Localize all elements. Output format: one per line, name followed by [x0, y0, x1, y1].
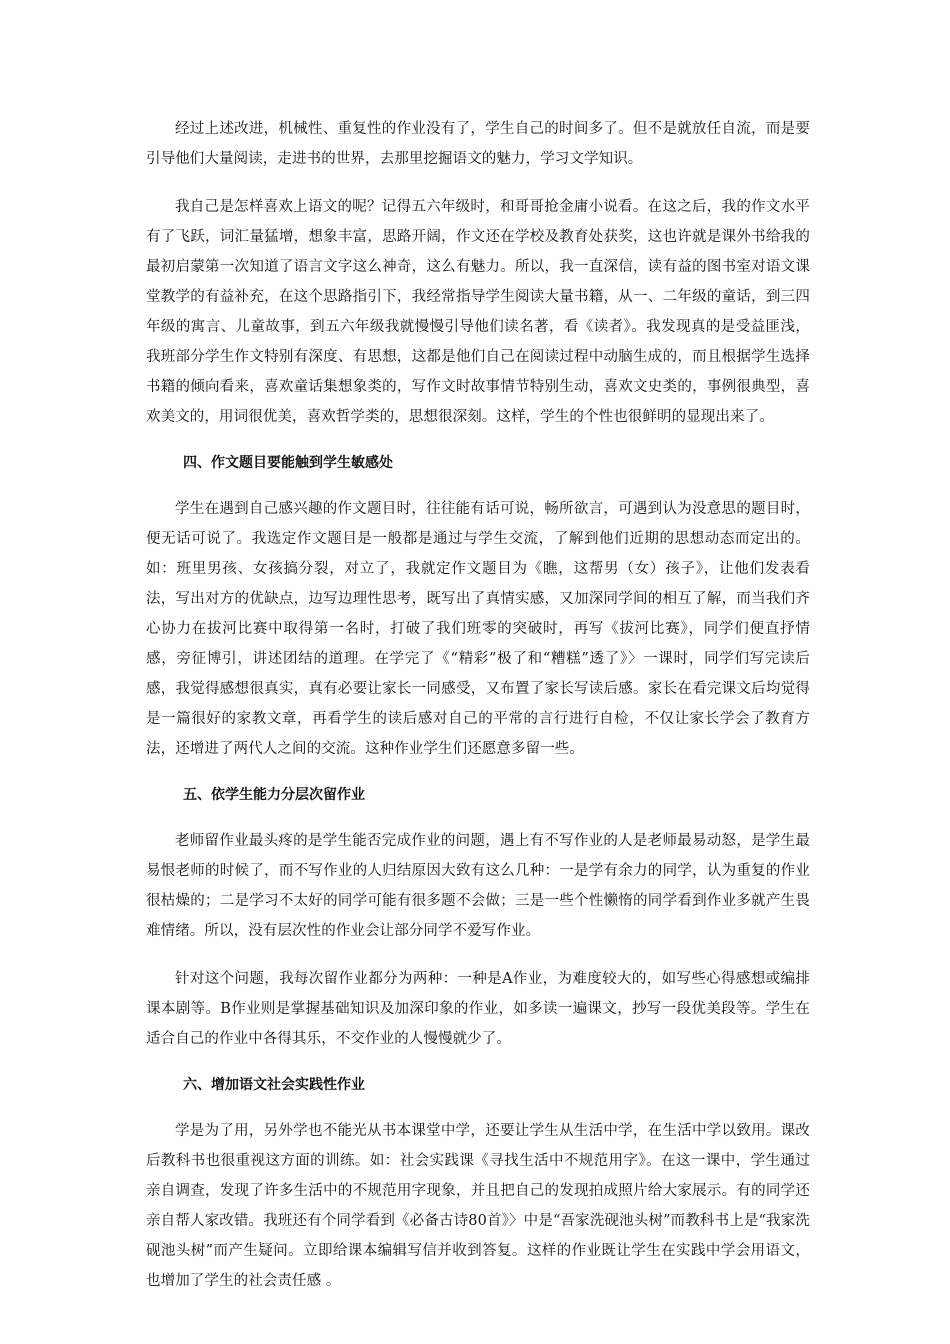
- paragraph-tiered-homework: 针对这个问题，我每次留作业都分为两种：一种是A作业，为难度较大的，如写些心得感想或编排课本剧等。B作业则是掌握基础知识及加深印象的作业，如多读一遍课文，抄写一段优美段等。学生在适合自己的作业中各得其乐，不交作业的人慢慢就少了。: [146, 971, 810, 1047]
- section-heading-5: 五、依学生能力分层次留作业: [183, 787, 365, 803]
- document-body: [146, 114, 810, 1296]
- section-heading-4: 四、作文题目要能触到学生敏感处: [183, 455, 393, 471]
- section-heading-6: 六、增加语文社会实践性作业: [183, 1077, 365, 1093]
- paragraph-social-practice: 学是为了用，另外学也不能光从书本课堂中学，还要让学生从生活中学，在生活中学以致用。课改后教科书也很重视这方面的训练。如：社会实践课《寻找生活中不规范用字》。在这一课中，学生通过亲自调查，发现了许多生活中的不规范用字现象，并且把自己的发现拍成照片给大家展示。有的同学还亲自帮人家改错。我班还有个同学看到《必备古诗80首》〉中是“吾家洗砚池头树”而教科书上是“我家洗砚池头树”而产生疑问。立即给课本编辑写信并收到答复。这样的作业既让学生在实践中学会用语文，也增加了学生的社会责任感 。: [146, 1123, 810, 1289]
- paragraph-homework-problem: 老师留作业最头疼的是学生能否完成作业的问题，遇上有不写作业的人是老师最易动怒，是学生最易恨老师的时候了，而不写作业的人归结原因大致有这么几种：一是学有余力的同学，认为重复的作业很枯燥的；二是学习不太好的同学可能有很多题不会做；三是一些个性懒惰的同学看到作业多就产生畏难情绪。所以，没有层次性的作业会让部分同学不爱写作业。: [146, 833, 810, 939]
- paragraph-personal-experience: 我自己是怎样喜欢上语文的呢？记得五六年级时，和哥哥抢金庸小说看。在这之后，我的作文水平有了飞跃，词汇量猛增，想象丰富，思路开阔，作文还在学校及教育处获奖，这也许就是课外书给我的最初启蒙第一次知道了语言文字这么神奇，这么有魅力。所以，我一直深信，读有益的图书室对语文课堂教学的有益补充，在这个思路指引下，我经常指导学生阅读大量书籍，从一、二年级的童话，到三四年级的寓言、儿童故事，到五六年级我就慢慢引导他们读名著，看《读者》。我发现真的是受益匪浅，我班部分学生作文特别有深度、有思想，这都是他们自己在阅读过程中动脑生成的，而且根据学生选择书籍的倾向看来，喜欢童话集想象类的，写作文时故事情节特别生动，喜欢文史类的，事例很典型，喜欢美文的，用词很优美，喜欢哲学类的，思想很深刻。这样，学生的个性也很鲜明的显现出来了。: [146, 199, 810, 425]
- paragraph-composition-topics: 学生在遇到自己感兴趣的作文题目时，往往能有话可说，畅所欲言，可遇到认为没意思的题目时，便无话可说了。我选定作文题目是一般都是通过与学生交流，了解到他们近期的思想动态而定出的。如：班里男孩、女孩搞分裂，对立了，我就定作文题目为《瞧，这帮男（女）孩子》，让他们发表看法，写出对方的优缺点，边写边理性思考，既写出了真情实感，又加深同学间的相互了解，而当我们齐心协力在拔河比赛中取得第一名时，打破了我们班零的突破时，再写《拔河比赛》，同学们便直抒情感，旁征博引，讲述团结的道理。在学完了《“精彩”极了和“糟糕”透了》〉一课时，同学们写完读后感，我觉得感想很真实，真有必要让家长一同感受，又布置了家长写读后感。家长在看完课文后均觉得是一篇很好的家教文章，再看学生的读后感对自己的平常的言行进行自检，不仅让家长学会了教育方法，还增进了两代人之间的交流。这种作业学生们还愿意多留一些。: [146, 501, 810, 757]
- paragraph-reading-guidance: 经过上述改进，机械性、重复性的作业没有了，学生自己的时间多了。但不是就放任自流，而是要引导他们大量阅读，走进书的世界，去那里挖掘语文的魅力，学习文学知识。: [146, 121, 810, 167]
